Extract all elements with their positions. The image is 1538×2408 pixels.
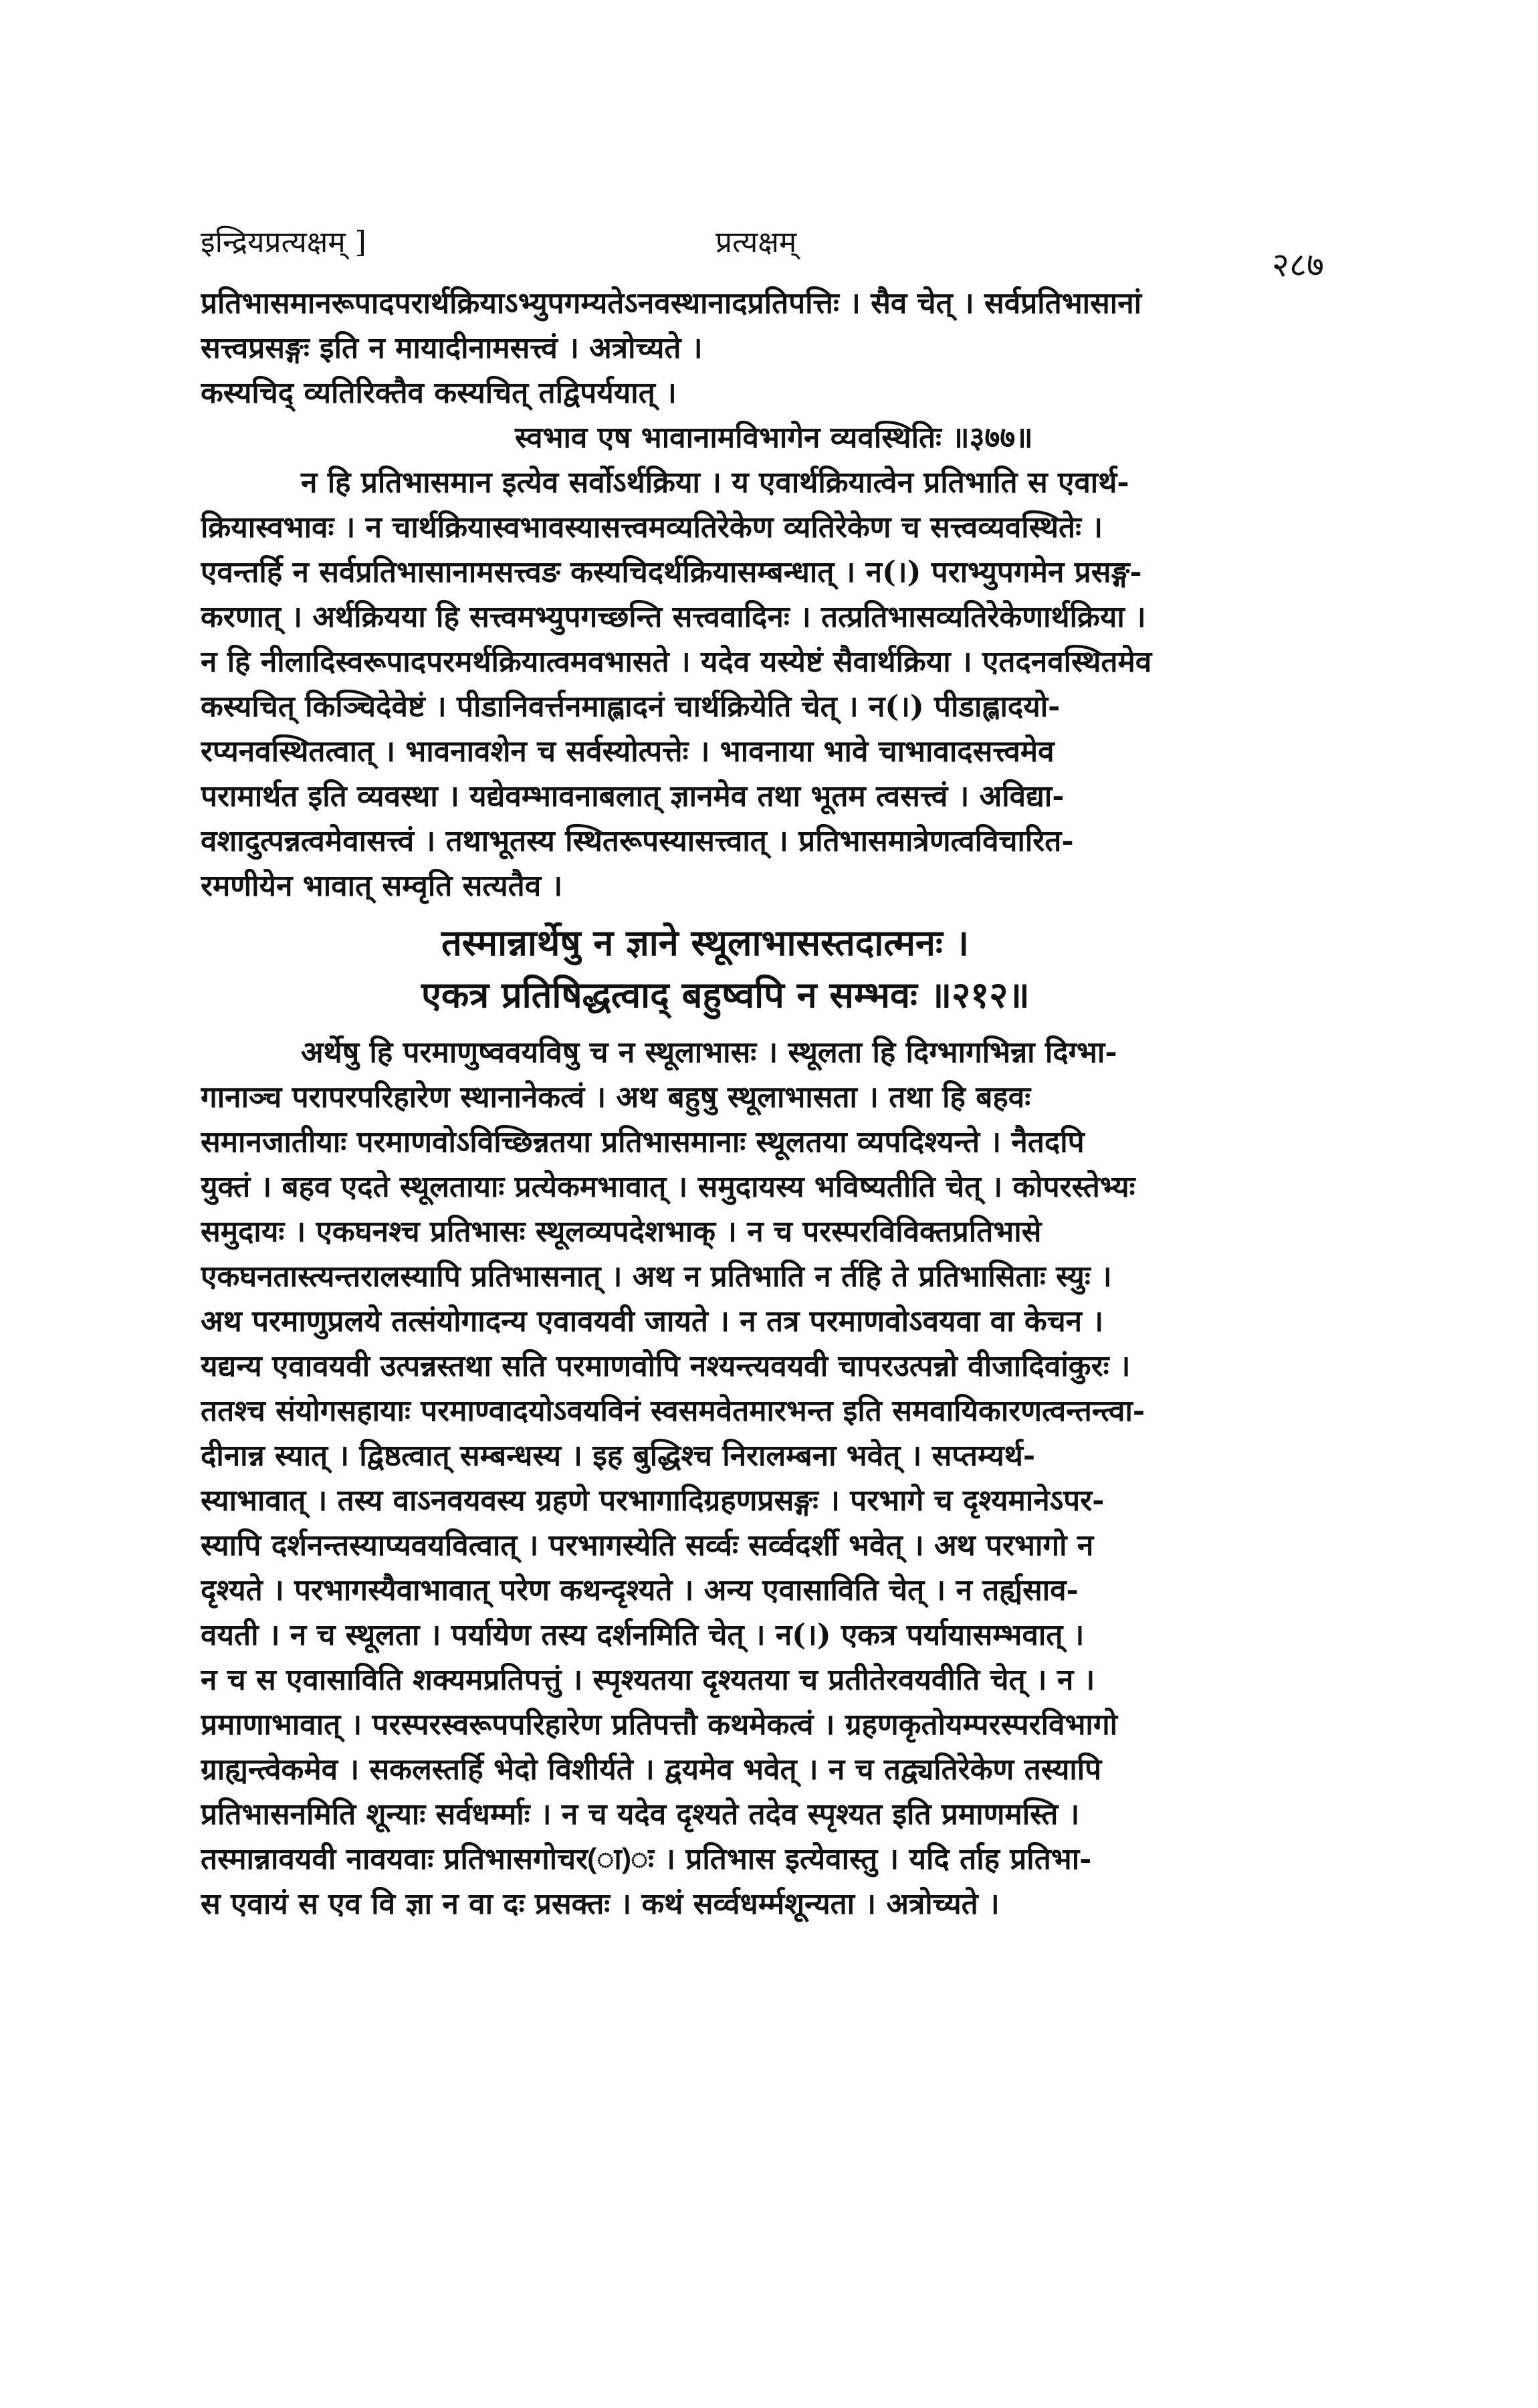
verse-line: स्वभाव एष भावानामविभागेन व्यवस्थितिः ॥३७७॥ xyxy=(515,421,1033,455)
text-line: न हि नीलादिस्वरूपादपरमर्थक्रियात्वमवभासते । यदेव यस्येष्टं सैवार्थक्रिया । एतदनवस्थितमेव xyxy=(201,645,1152,679)
text-line: प्रमाणाभावात् । परस्परस्वरूपपरिहारेण प्रतिपत्तौ कथमेकत्वं । ग्रहणकृतोयम्परस्परविभागो xyxy=(201,1708,1117,1742)
text-line: समुदायः । एकघनश्च प्रतिभासः स्थूलव्यपदेशभाक् । न च परस्परविविक्तप्रतिभासे xyxy=(201,1215,1042,1249)
karika-verse xyxy=(201,916,1324,1021)
text-line: कस्यचित् किञ्चिदेवेष्टं । पीडानिवर्त्तनमाह्लादनं चार्थक्रियेति चेत् । न(।) पीडाह्लादयो- xyxy=(201,690,1061,724)
text-line: वयती । न च स्थूलता । पर्यायेण तस्य दर्शनमिति चेत् । न(।) एकत्र पर्यायासम्भवात् । xyxy=(201,1618,1085,1652)
verse-line: एकत्र प्रतिषिद्धत्वाद् बहुष्वपि न सम्भवः ॥२१२॥ xyxy=(421,973,1030,1016)
text-line: दृश्यते । परभागस्यैवाभावात् परेण कथन्दृश्यते । अन्य एवासाविति चेत् । न तर्ह्यसाव- xyxy=(201,1573,1079,1607)
text-line: रमणीयेन भावात् सम्वृति सत्यतैव । xyxy=(201,869,563,903)
text-line: स्यापि दर्शनन्तस्याप्यवयवित्वात् । परभागस्येति सर्व्वः सर्व्वदर्शी भवेत् । अथ परभागो न xyxy=(201,1528,1094,1563)
text-line: दीनान्न स्यात् । द्विष्ठत्वात् सम्बन्धस्य । इह बुद्धिश्च निरालम्बना भवेत् । सप्तम्यर्थ- xyxy=(201,1439,1036,1473)
page-number: २८७ xyxy=(1272,245,1324,284)
text-line: ग्राह्यन्त्वेकमेव । सकलस्तर्हि भेदो विशीर्यते । द्वयमेव भवेत् । न च तद्व्यतिरेकेण तस्यापि xyxy=(201,1752,1102,1787)
text-line: समानजातीयाः परमाणवोऽविच्छिन्नतया प्रतिभासमानाः स्थूलतया व्यपदिश्यन्ते । नैतदपि xyxy=(201,1125,1085,1159)
text-line: गानाञ्च परापरपरिहारेण स्थानानेकत्वं । अथ बहुषु स्थूलाभासता । तथा हि बहवः xyxy=(201,1080,1031,1114)
text-line: क्रियास्वभावः । न चार्थक्रियास्वभावस्यासत्त्वमव्यतिरेकेण व्यतिरेकेण च सत्त्वव्यवस्थितेः । xyxy=(201,510,1103,544)
text-line: सत्त्वप्रसङ्गः इति न मायादीनामसत्त्वं । अत्रोच्यते । xyxy=(201,331,703,365)
text-line: कस्यचिद् व्यतिरिक्तैव कस्यचित् तद्विपर्ययात् । xyxy=(201,376,677,410)
text-line: न हि प्रतिभासमान इत्येव सर्वोऽर्थक्रिया । य एवार्थक्रियात्वेन प्रतिभाति स एवार्थ- xyxy=(301,466,1129,500)
text-line: एवन्तर्हि न सर्वप्रतिभासानामसत्त्वङ कस्यचिदर्थक्रियासम्बन्धात् । न(।) पराभ्युपगमेन प्रसङ्ग- xyxy=(201,555,1142,589)
text-line: यद्यन्य एवावयवी उत्पन्नस्तथा सति परमाणवोपि नश्यन्त्यवयवी चापरउत्पन्नो वीजादिवांकुरः । xyxy=(201,1349,1131,1383)
text-line: स्याभावात् । तस्य वाऽनवयवस्य ग्रहणे परभागादिग्रहणप्रसङ्गः । परभागे च दृश्यमानेऽपर- xyxy=(201,1484,1105,1518)
text-line: रप्यनवस्थितत्वात् । भावनावशेन च सर्वस्योत्पत्तेः । भावनाया भावे चाभावादसत्त्वमेव xyxy=(201,734,1055,769)
text-line: न च स एवासाविति शक्यमप्रतिपत्तुं । स्पृश्यतया दृश्यतया च प्रतीतेरवयवीति चेत् । न । xyxy=(201,1663,1095,1697)
text-line: प्रतिभासमानरूपादपरार्थक्रियाऽभ्युपगम्यतेऽनवस्थानादप्रतिपत्तिः । सैव चेत् । सर्वप्रतिभासानां xyxy=(201,286,1142,320)
header-chapter-title: प्रत्यक्षम् xyxy=(716,225,797,260)
text-line: वशादुत्पन्नत्वमेवासत्त्वं । तथाभूतस्य स्थितरूपस्यासत्त्वात् । प्रतिभासमात्रेणत्वविचारित- xyxy=(201,824,1074,858)
verse-line: तस्मान्नार्थेषु न ज्ञाने स्थूलाभासस्तदात्मनः । xyxy=(441,921,970,964)
text-line: ततश्च संयोगसहायाः परमाण्वादयोऽवयविनं स्वसमवेतमारभन्त इति समवायिकारणत्वन्तन्त्वा- xyxy=(201,1394,1145,1428)
text-line: युक्तं । बहव एदते स्थूलतायाः प्रत्येकमभावात् । समुदायस्य भविष्यतीति चेत् । कोपरस्तेभ्यः xyxy=(201,1170,1135,1204)
text-line: एकघनतास्त्यन्तरालस्यापि प्रतिभासनात् । अथ न प्रतिभाति न र्तहि ते प्रतिभासिताः स्युः । xyxy=(201,1260,1112,1294)
text-line: स एवायं स एव वि ज्ञा न वा दः प्रसक्तः । कथं सर्व्वधर्म्मशून्यता । अत्रोच्यते । xyxy=(201,1887,1000,1921)
text-line: अर्थेषु हि परमाणुष्ववयविषु च न स्थूलाभासः । स्थूलता हि दिग्भागभिन्ना दिग्भा- xyxy=(301,1035,1117,1070)
text-line: अथ परमाणुप्रलये तत्संयोगादन्य एवावयवी जायते । न तत्र परमाणवोऽवयवा वा केचन । xyxy=(201,1304,1104,1338)
text-line: प्रतिभासनमिति शून्याः सर्वधर्म्माः । न च यदेव दृश्यते तदेव स्पृश्यत इति प्रमाणमस्ति । xyxy=(201,1797,1080,1831)
header-section-title: इन्द्रियप्रत्यक्षम् ] xyxy=(201,225,366,260)
text-line: तस्मान्नावयवी नावयवाः प्रतिभासगोचर(ा)ः । प्रतिभास इत्येवास्तु । यदि र्ताह प्रतिभा- xyxy=(201,1842,1092,1876)
text-block-1 xyxy=(201,281,1324,908)
text-block-2 xyxy=(201,1030,1324,1926)
text-line: परामार्थत इति व्यवस्था । यद्येवम्भावनाबलात् ज्ञानमेव तथा भूतम त्वसत्त्वं । अविद्या- xyxy=(201,779,1065,813)
text-line: करणात् । अर्थक्रियया हि सत्त्वमभ्युपगच्छन्ति सत्त्ववादिनः । तत्प्रतिभासव्यतिरेकेणार्थक्रिया । xyxy=(201,600,1146,634)
running-header xyxy=(201,214,1324,284)
